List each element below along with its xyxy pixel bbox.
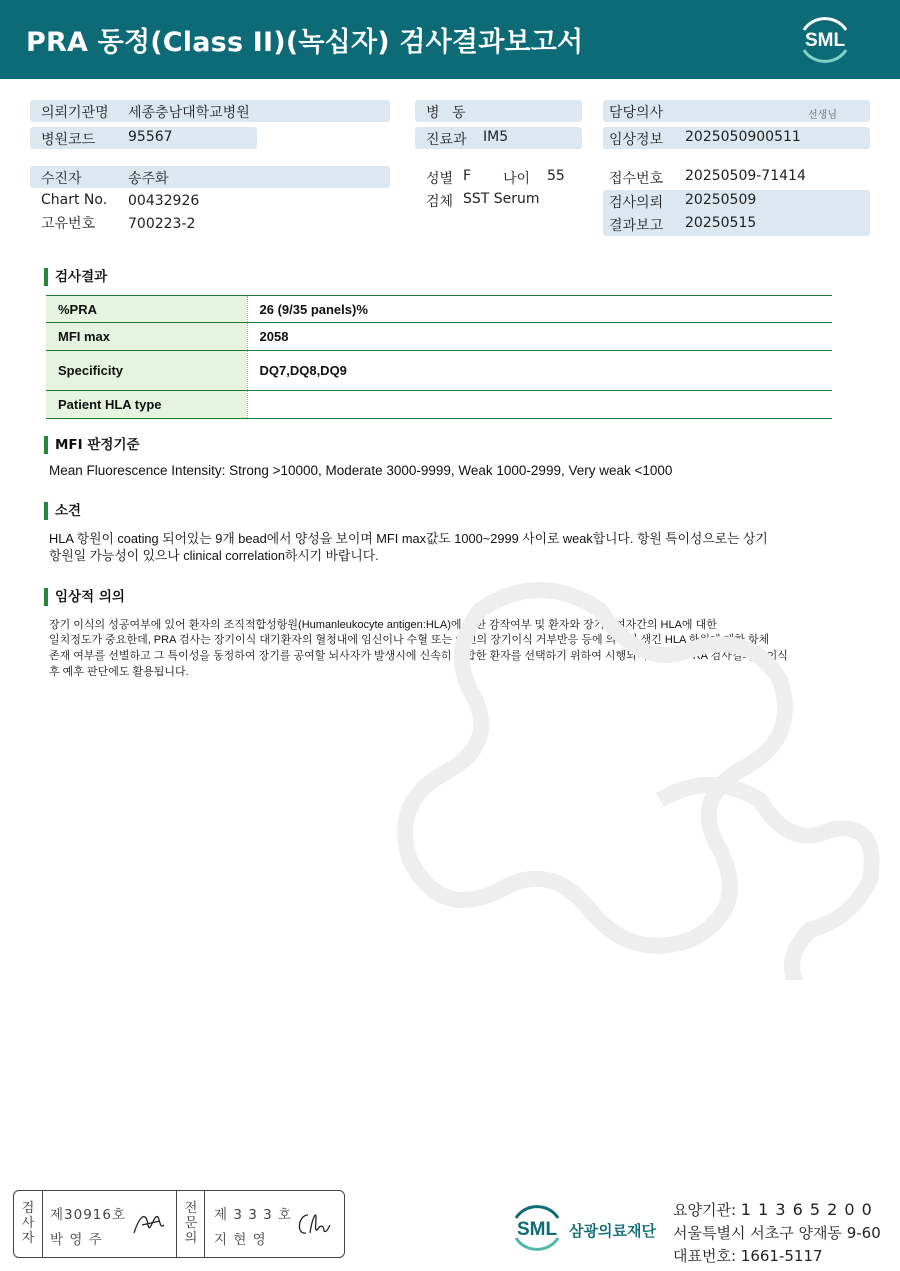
receipt-label: 접수번호 [609, 171, 664, 187]
requester-label: 의뢰기관명 [41, 105, 109, 121]
care-code-label: 요양기관: [673, 1201, 737, 1219]
unique-label: 고유번호 [41, 216, 96, 232]
specialist-signature-icon [292, 1205, 338, 1241]
table-row [46, 323, 832, 351]
table-row [46, 351, 832, 391]
chart-label: Chart No. [41, 192, 108, 208]
table-row [46, 296, 832, 323]
opinion-line: 항원일 가능성이 있으나 clinical correlation하시기 바랍니다. [49, 548, 379, 563]
specialist-label: 전문의 [184, 1201, 198, 1246]
mfi-text: Mean Fluorescence Intensity: Strong >10000, Moderate 3000-9999, Weak 1000-2999, Very weak <1000 [49, 463, 673, 478]
sex-value: F [463, 168, 472, 184]
patient-value: 송주화 [128, 171, 169, 187]
requested-label: 검사의뢰 [609, 195, 664, 211]
table-row [46, 391, 832, 419]
requester-value: 세종충남대학교병원 [128, 105, 250, 121]
age-value: 55 [547, 168, 565, 184]
results-title: 검사결과 [44, 268, 107, 286]
requested-value: 20250509 [685, 192, 757, 208]
result-value [247, 391, 832, 419]
result-value: DQ7,DQ8,DQ9 [247, 351, 832, 391]
reported-label: 결과보고 [609, 218, 664, 234]
age-label: 나이 [503, 171, 531, 187]
result-value: 26 (9/35 panels)% [247, 296, 832, 323]
signature-box [13, 1190, 345, 1258]
divider [176, 1191, 177, 1257]
logo-text: SML [804, 30, 846, 51]
significance-line: 후 예후 판단에도 활용됩니다. [49, 666, 189, 678]
watermark-cross-icon [360, 540, 880, 980]
significance-line: 존재 여부를 선별하고 그 특이성을 동정하여 장기를 공여할 뇌사자가 발생시에 신속히 적합한 환자를 선택하기 위하여 시행되며 이러한 PRA 검사결과는 이식 [49, 650, 788, 662]
department-value: IM5 [483, 129, 509, 145]
opinion-line: HLA 항원이 coating 되어있는 9개 bead에서 양성을 보이며 MFI max값도 1000~2999 사이로 weak합니다. 항원 특이성으로는 상기 [49, 531, 768, 546]
address: 서울특별시 서초구 양재동 9-60 [673, 1224, 881, 1242]
significance-line: 장기 이식의 성공여부에 있어 환자의 조직적합성항원(Humanleukocyte antigen:HLA)에 대한 감작여부 및 환자와 장기공여자간의 HLA에 대한 [49, 619, 717, 631]
clinical-value: 2025050900511 [685, 129, 801, 145]
mfi-title: MFI 판정기준 [44, 436, 140, 454]
org-name: 삼광의료재단 [569, 1222, 656, 1240]
receipt-value: 20250509-71414 [685, 168, 806, 184]
phone-value: 1661-5117 [740, 1247, 823, 1265]
tester-label: 검사자 [21, 1201, 35, 1246]
ward-label: 병 동 [426, 105, 470, 121]
org-logo-text: SML [516, 1219, 558, 1240]
opinion-title: 소견 [44, 502, 81, 520]
clinical-label: 임상정보 [609, 132, 664, 148]
specimen-label: 검체 [426, 194, 454, 210]
result-key: Patient HLA type [46, 391, 247, 419]
reported-value: 20250515 [685, 215, 757, 231]
hospital-code-label: 병원코드 [41, 132, 96, 148]
care-code-value: 1 1 3 6 5 2 0 0 [740, 1200, 873, 1219]
specialist-name: 지 현 영 [214, 1232, 267, 1248]
care-code [673, 1199, 873, 1220]
result-key: Specificity [46, 351, 247, 391]
phone-label: 대표번호: [673, 1247, 737, 1265]
divider [42, 1191, 43, 1257]
results-table [46, 295, 832, 419]
doctor-value: 선생님 [808, 110, 837, 121]
department-label: 진료과 [426, 132, 467, 148]
hospital-code-value: 95567 [128, 129, 173, 145]
result-key: MFI max [46, 323, 247, 351]
phone [673, 1245, 823, 1266]
tester-number: 제30916호 [50, 1207, 127, 1223]
sex-label: 성별 [426, 171, 454, 187]
tester-name: 박 영 주 [50, 1232, 103, 1248]
unique-value: 700223-2 [128, 216, 196, 232]
doctor-label: 담당의사 [609, 105, 664, 121]
patient-row [30, 166, 390, 188]
report-header [0, 0, 900, 79]
sml-logo-icon [508, 1198, 566, 1256]
chart-value: 00432926 [128, 193, 200, 209]
patient-label: 수진자 [41, 171, 82, 187]
tester-signature-icon [130, 1205, 174, 1241]
result-value: 2058 [247, 323, 832, 351]
sml-logo-icon [796, 12, 854, 66]
report-title: PRA 동정(Class II)(녹십자) 검사결과보고서 [26, 27, 584, 58]
significance-title: 임상적 의의 [44, 588, 125, 606]
significance-line: 일치정도가 중요한데, PRA 검사는 장기이식 대기환자의 혈청내에 임신이나 수혈 또는 이전의 장기이식 거부반응 등에 의하여 생긴 HLA 항원에 대한 항체 [49, 634, 770, 646]
org-logo [508, 1198, 668, 1258]
specialist-number: 제 3 3 3 호 [214, 1207, 293, 1223]
divider [204, 1191, 205, 1257]
specimen-value: SST Serum [463, 191, 540, 207]
result-key: %PRA [46, 296, 247, 323]
